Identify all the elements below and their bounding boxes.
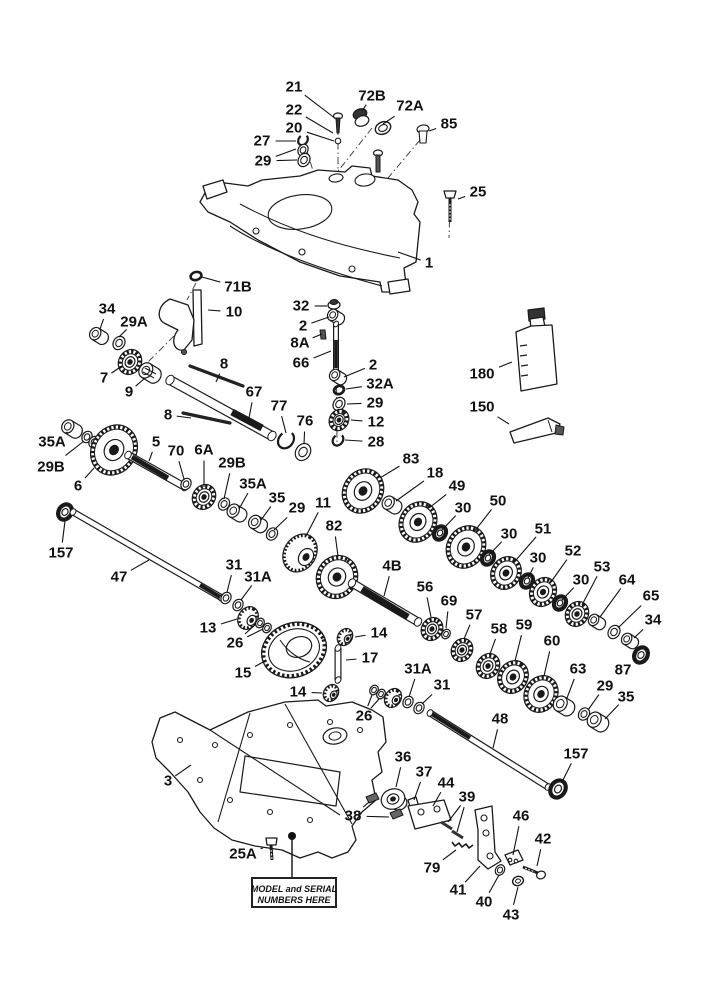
leader-line <box>618 605 641 628</box>
part-label: 72B <box>358 87 386 105</box>
part-label: 21 <box>285 78 303 96</box>
leader-line <box>347 403 361 404</box>
leader-line <box>562 763 571 782</box>
leader-line <box>314 351 331 358</box>
leader-line <box>277 160 297 161</box>
part-label: 8 <box>219 355 229 373</box>
model-box-line2: NUMBERS HERE <box>257 895 331 905</box>
part-label: 180 <box>469 365 495 383</box>
leader-line <box>179 461 184 479</box>
part-label: 7 <box>99 369 109 387</box>
leader-line <box>346 387 362 389</box>
leader-line <box>429 128 436 131</box>
part-label: 1 <box>424 254 434 272</box>
part-label: 25A <box>229 845 257 863</box>
leader-line <box>65 441 84 456</box>
leader-line <box>457 807 464 832</box>
part-label: 11 <box>315 494 331 512</box>
part-label: 40 <box>475 893 493 911</box>
part-label: 69 <box>440 592 458 610</box>
part-label: 35 <box>268 489 286 507</box>
part-label: 2 <box>368 356 378 374</box>
leader-line <box>499 362 512 367</box>
part-label: 9 <box>124 383 134 401</box>
leader-line <box>305 95 336 119</box>
leader-line <box>367 816 389 817</box>
leader-line <box>307 132 334 141</box>
part-label: 4B <box>382 557 402 575</box>
leader-line <box>464 625 470 639</box>
leader-line <box>306 512 318 536</box>
part-label: 50 <box>489 492 507 510</box>
leader-line <box>119 329 127 337</box>
part-label: 85 <box>440 115 458 133</box>
leader-line <box>384 576 389 596</box>
leader-line <box>261 848 263 849</box>
part-label: 31A <box>404 660 432 678</box>
part-label: 29 <box>288 499 306 517</box>
part-label: 29A <box>120 313 148 331</box>
part-label: 60 <box>543 632 561 650</box>
part-label: 28 <box>367 433 385 451</box>
leader-line <box>346 659 356 660</box>
leader-line <box>368 695 372 706</box>
leader-line <box>493 729 498 748</box>
leader-line <box>409 679 415 697</box>
part-label: 35A <box>239 475 267 493</box>
leader-line <box>537 849 541 866</box>
leader-line <box>427 597 431 617</box>
leader-line <box>261 506 271 520</box>
leader-line <box>489 542 502 555</box>
leader-line <box>446 611 448 628</box>
part-label: 6 <box>73 477 83 495</box>
leader-line <box>442 516 456 530</box>
part-label: 49 <box>448 477 466 495</box>
leader-line <box>458 196 465 199</box>
part-label: 29 <box>596 677 614 695</box>
part-label: 70 <box>167 442 185 460</box>
leader-line <box>544 651 550 676</box>
part-label: 77 <box>270 397 288 415</box>
leader-line <box>396 767 401 787</box>
leader-line <box>311 317 329 323</box>
leader-line <box>551 560 567 582</box>
part-label: 18 <box>426 464 444 482</box>
leader-line <box>489 875 499 893</box>
part-label: 15 <box>234 664 252 682</box>
leader-line <box>355 635 366 637</box>
part-label: 29 <box>254 152 272 170</box>
leader-line <box>605 705 619 719</box>
leader-line <box>443 850 456 860</box>
part-label: 46 <box>512 807 530 825</box>
leader-line <box>149 452 152 461</box>
part-label: 25 <box>469 183 487 201</box>
part-label: 38 <box>344 807 362 825</box>
part-label: 31 <box>225 556 243 574</box>
leader-line <box>351 420 362 421</box>
part-label: 20 <box>285 119 303 137</box>
part-label: 66 <box>292 354 310 372</box>
leader-line <box>514 887 518 905</box>
part-label: 58 <box>490 620 508 638</box>
leader-line <box>249 402 252 418</box>
leader-line <box>241 585 252 600</box>
part-label: 44 <box>437 774 455 792</box>
part-label: 34 <box>98 300 116 318</box>
part-label: 71B <box>224 278 252 296</box>
leader-line <box>345 440 362 441</box>
part-label: 26 <box>355 707 373 725</box>
part-label: 56 <box>416 578 434 596</box>
leader-line <box>344 368 365 377</box>
leader-line <box>224 473 230 499</box>
part-label: 48 <box>491 710 509 728</box>
part-label: 14 <box>289 683 307 701</box>
part-label: 42 <box>534 830 552 848</box>
part-label: 29 <box>366 394 384 412</box>
part-label: 157 <box>563 745 589 763</box>
leader-line <box>136 378 145 386</box>
part-label: 59 <box>515 616 533 634</box>
leader-line <box>202 277 220 282</box>
part-label: 8 <box>163 406 173 424</box>
leader-line <box>62 521 65 543</box>
leader-line <box>600 588 621 617</box>
leader-line <box>380 466 399 478</box>
part-label: 27 <box>253 132 271 150</box>
leader-line <box>465 866 480 882</box>
leader-line <box>448 805 461 822</box>
leader-line <box>562 588 574 600</box>
leader-line <box>177 416 191 418</box>
leader-line <box>634 629 643 638</box>
leader-line <box>422 694 432 704</box>
part-label: 22 <box>285 101 303 119</box>
part-label: 53 <box>593 558 611 576</box>
leader-line <box>221 619 237 624</box>
part-label: 6A <box>194 441 214 459</box>
parts-artwork <box>55 107 650 887</box>
part-label: 35 <box>617 688 635 706</box>
part-label: 150 <box>469 398 495 416</box>
leader-line <box>239 493 248 509</box>
part-label: 52 <box>564 542 582 560</box>
leader-line <box>227 575 231 592</box>
part-label: 72A <box>396 97 424 115</box>
part-label: 51 <box>534 520 552 538</box>
part-label: 36 <box>394 748 412 766</box>
part-label: 31 <box>433 676 451 694</box>
part-label: 14 <box>370 624 388 642</box>
leader-line <box>276 149 296 156</box>
part-label: 67 <box>245 383 263 401</box>
part-label: 47 <box>110 568 128 586</box>
part-label: 30 <box>500 525 518 543</box>
part-label: 76 <box>296 412 314 430</box>
leader-line <box>429 494 446 508</box>
part-label: 63 <box>569 660 587 678</box>
part-label: 13 <box>199 619 217 637</box>
part-label: 2 <box>298 317 308 335</box>
leader-line <box>490 639 495 654</box>
part-label: 30 <box>454 499 472 517</box>
leader-line <box>274 517 287 530</box>
leader-line <box>100 319 104 329</box>
part-label: 65 <box>642 587 660 605</box>
part-label: 30 <box>572 571 590 589</box>
leader-line <box>208 310 220 311</box>
leader-line <box>474 509 492 532</box>
leader-line <box>498 417 509 424</box>
part-label: 12 <box>367 413 385 431</box>
part-label: 8A <box>290 334 310 352</box>
part-label: 26 <box>226 634 244 652</box>
part-label: 82 <box>325 517 343 535</box>
part-label: 29B <box>218 454 246 472</box>
leader-line <box>304 431 305 444</box>
part-label: 157 <box>48 544 74 562</box>
leader-line <box>396 481 424 501</box>
leader-line <box>567 679 574 698</box>
part-label: 10 <box>225 303 243 321</box>
part-label: 83 <box>402 450 420 468</box>
leader-line <box>335 536 338 556</box>
part-label: 3 <box>163 772 173 790</box>
part-label: 35A <box>38 433 66 451</box>
part-label: 34 <box>644 611 662 629</box>
leader-line <box>282 416 286 433</box>
part-label: 30 <box>529 549 547 567</box>
part-label: 64 <box>618 571 636 589</box>
part-label: 57 <box>465 606 483 624</box>
leader-line <box>85 468 94 478</box>
leader-line <box>414 782 420 800</box>
part-label: 43 <box>502 906 520 924</box>
model-box-line1: MODEL and SERIAL <box>250 884 338 894</box>
part-label: 29B <box>37 458 65 476</box>
leader-line <box>306 117 333 133</box>
leader-line <box>515 635 521 661</box>
part-label: 32A <box>366 375 394 393</box>
part-label: 87 <box>614 661 632 679</box>
part-label: 79 <box>423 859 441 877</box>
part-label: 41 <box>449 881 467 899</box>
part-label: 31A <box>244 568 272 586</box>
part-label: 39 <box>458 788 476 806</box>
leader-line <box>131 560 149 570</box>
part-label: 5 <box>151 433 161 451</box>
leader-line <box>588 695 599 710</box>
part-label: 32 <box>292 297 310 315</box>
part-label: 17 <box>361 649 379 667</box>
part-label: 37 <box>415 763 433 781</box>
